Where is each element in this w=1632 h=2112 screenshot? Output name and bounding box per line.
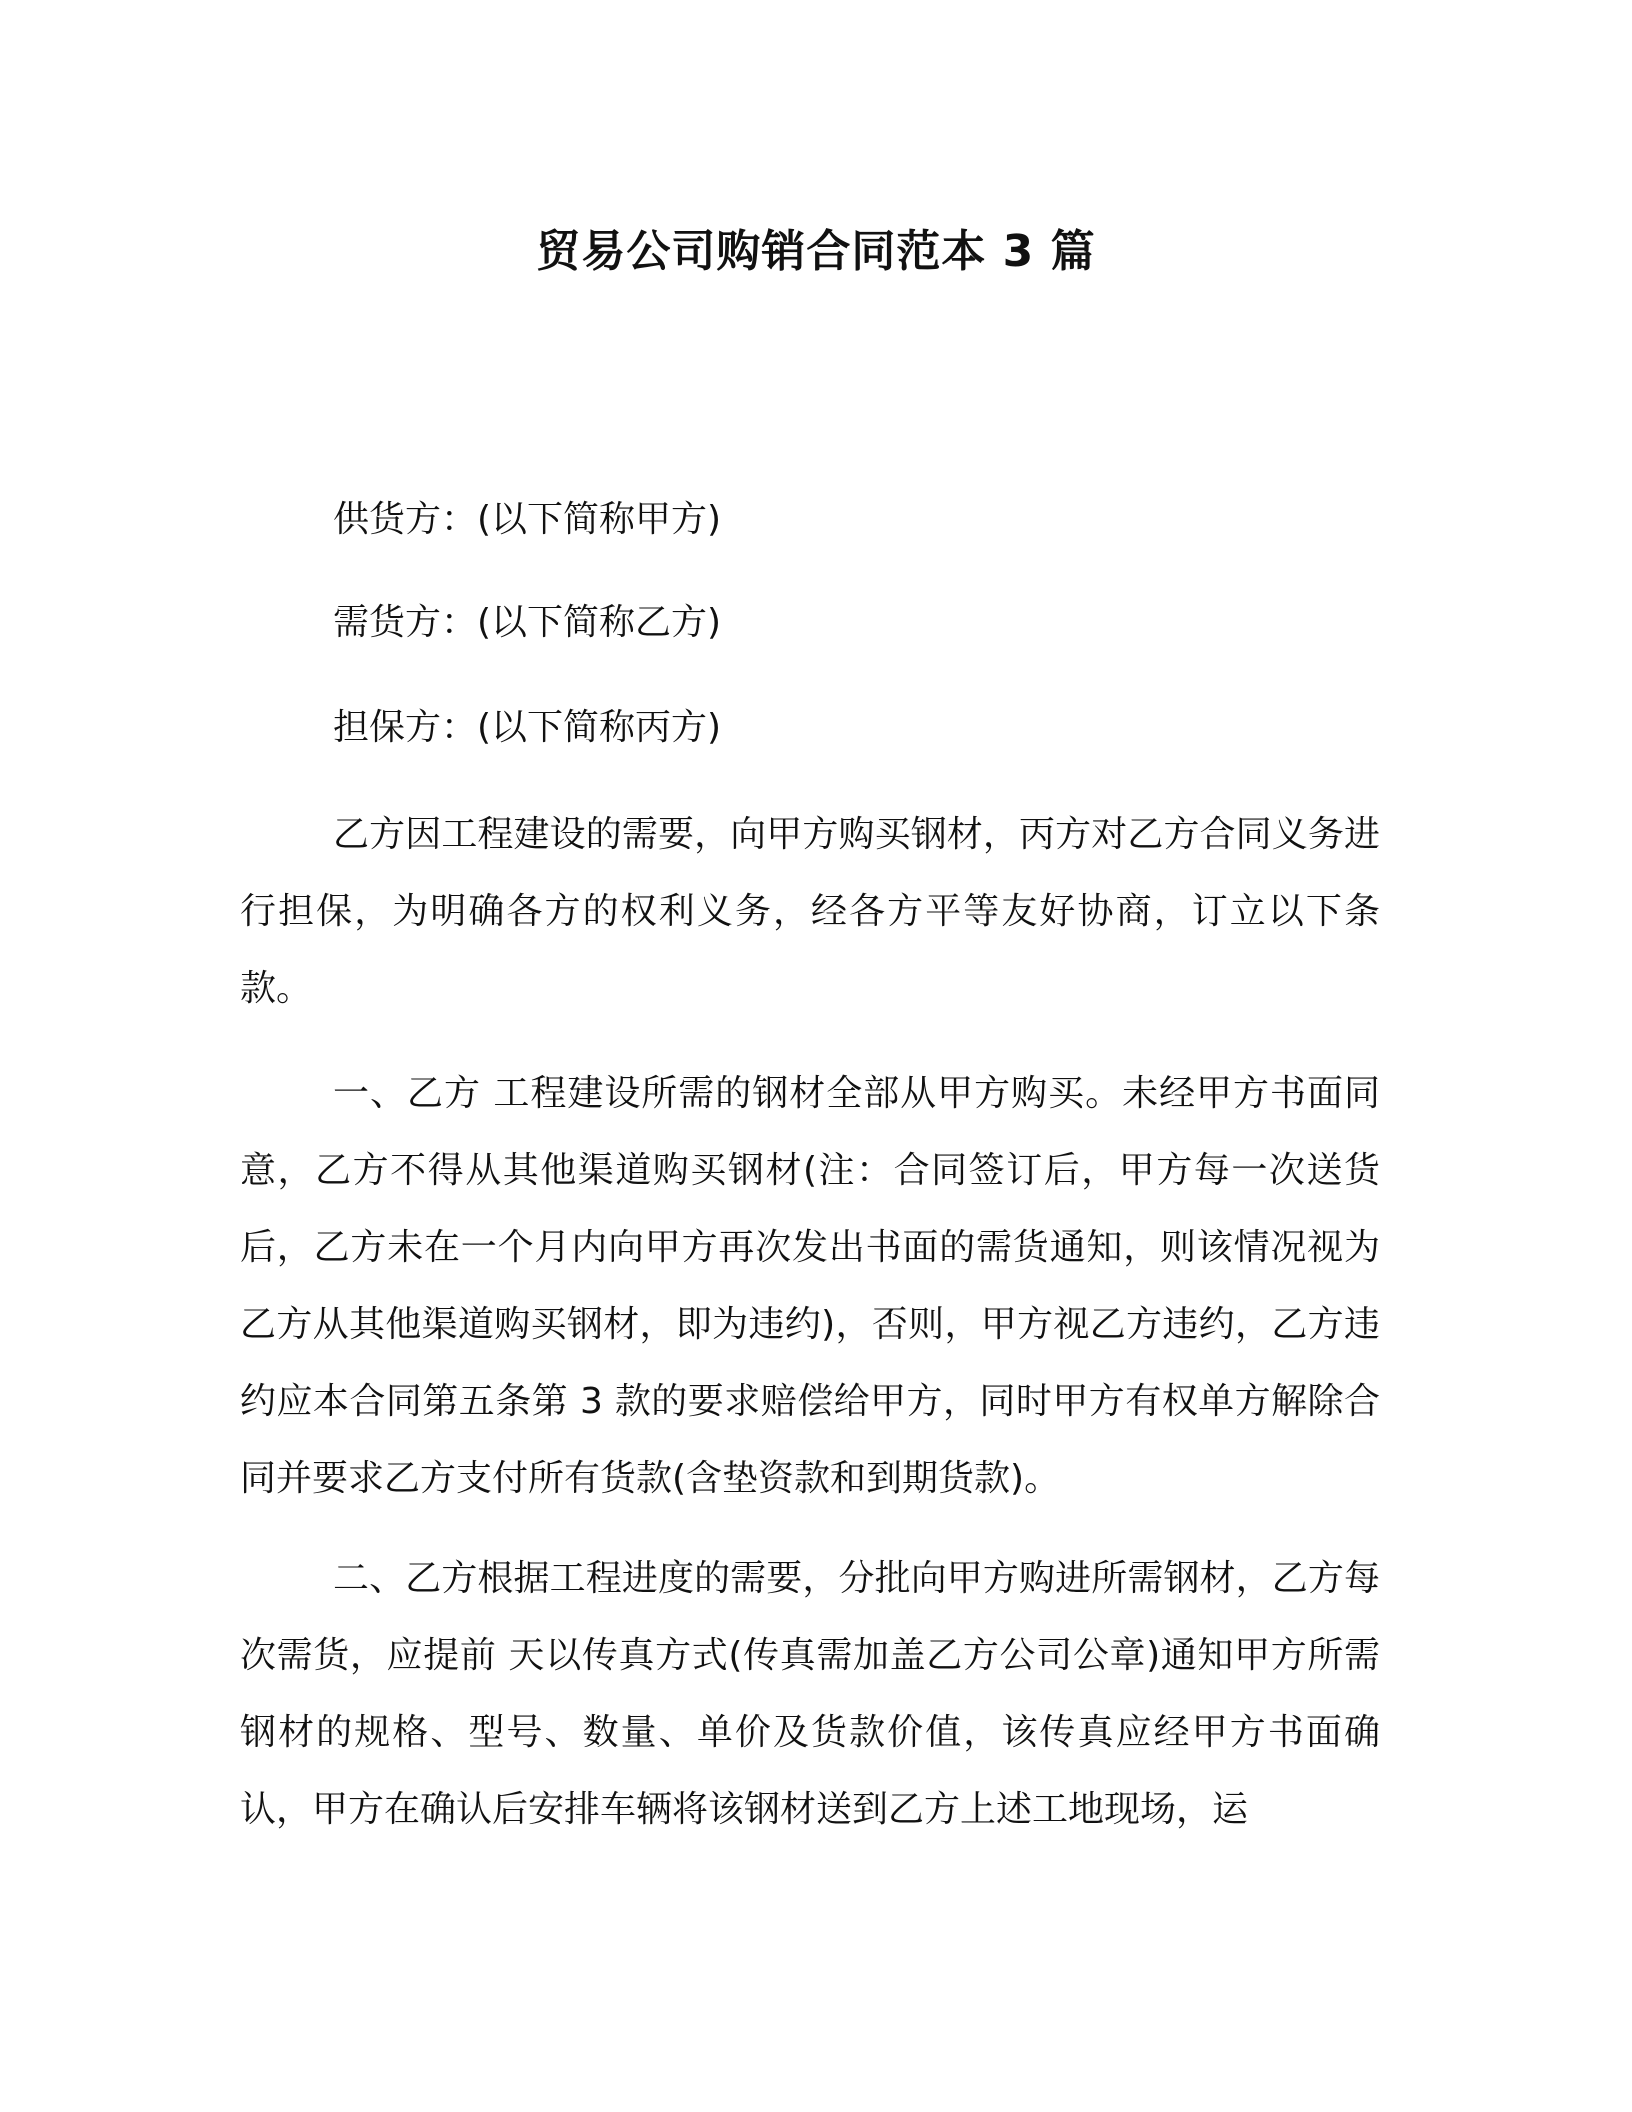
intro-paragraph: 乙方因工程建设的需要，向甲方购买钢材，丙方对乙方合同义务进行担保，为明确各方的权利义务，经各方平等友好协商，订立以下条款。	[240, 814, 1380, 1009]
clause-two-paragraph: 二、乙方根据工程进度的需要，分批向甲方购进所需钢材，乙方每次需货，应提前 天以传真方式(传真需加盖乙方公司公章)通知甲方所需钢材的规格、型号、数量、单价及货款价值，该传真应经甲方书面确认，甲方在确认后安排车辆将该钢材送到乙方上述工地现场，运	[240, 1558, 1380, 1830]
party-supplier: 供货方：(以下简称甲方)	[333, 499, 722, 540]
document-title: 贸易公司购销合同范本 3 篇	[536, 226, 1096, 277]
party-buyer: 需货方：(以下简称乙方)	[333, 602, 722, 643]
clause-one-paragraph: 一、乙方 工程建设所需的钢材全部从甲方购买。未经甲方书面同意，乙方不得从其他渠道购买钢材(注：合同签订后，甲方每一次送货后，乙方未在一个月内向甲方再次发出书面的需货通知，则该情况视为乙方从其他渠道购买钢材，即为违约)，否则，甲方视乙方违约，乙方违约应本合同第五条第 3 款的要求赔偿给甲方，同时甲方有权单方解除合同并要求乙方支付所有货款(含垫资款和到期货款)。	[240, 1073, 1380, 1499]
party-guarantor: 担保方：(以下简称丙方)	[333, 707, 722, 748]
